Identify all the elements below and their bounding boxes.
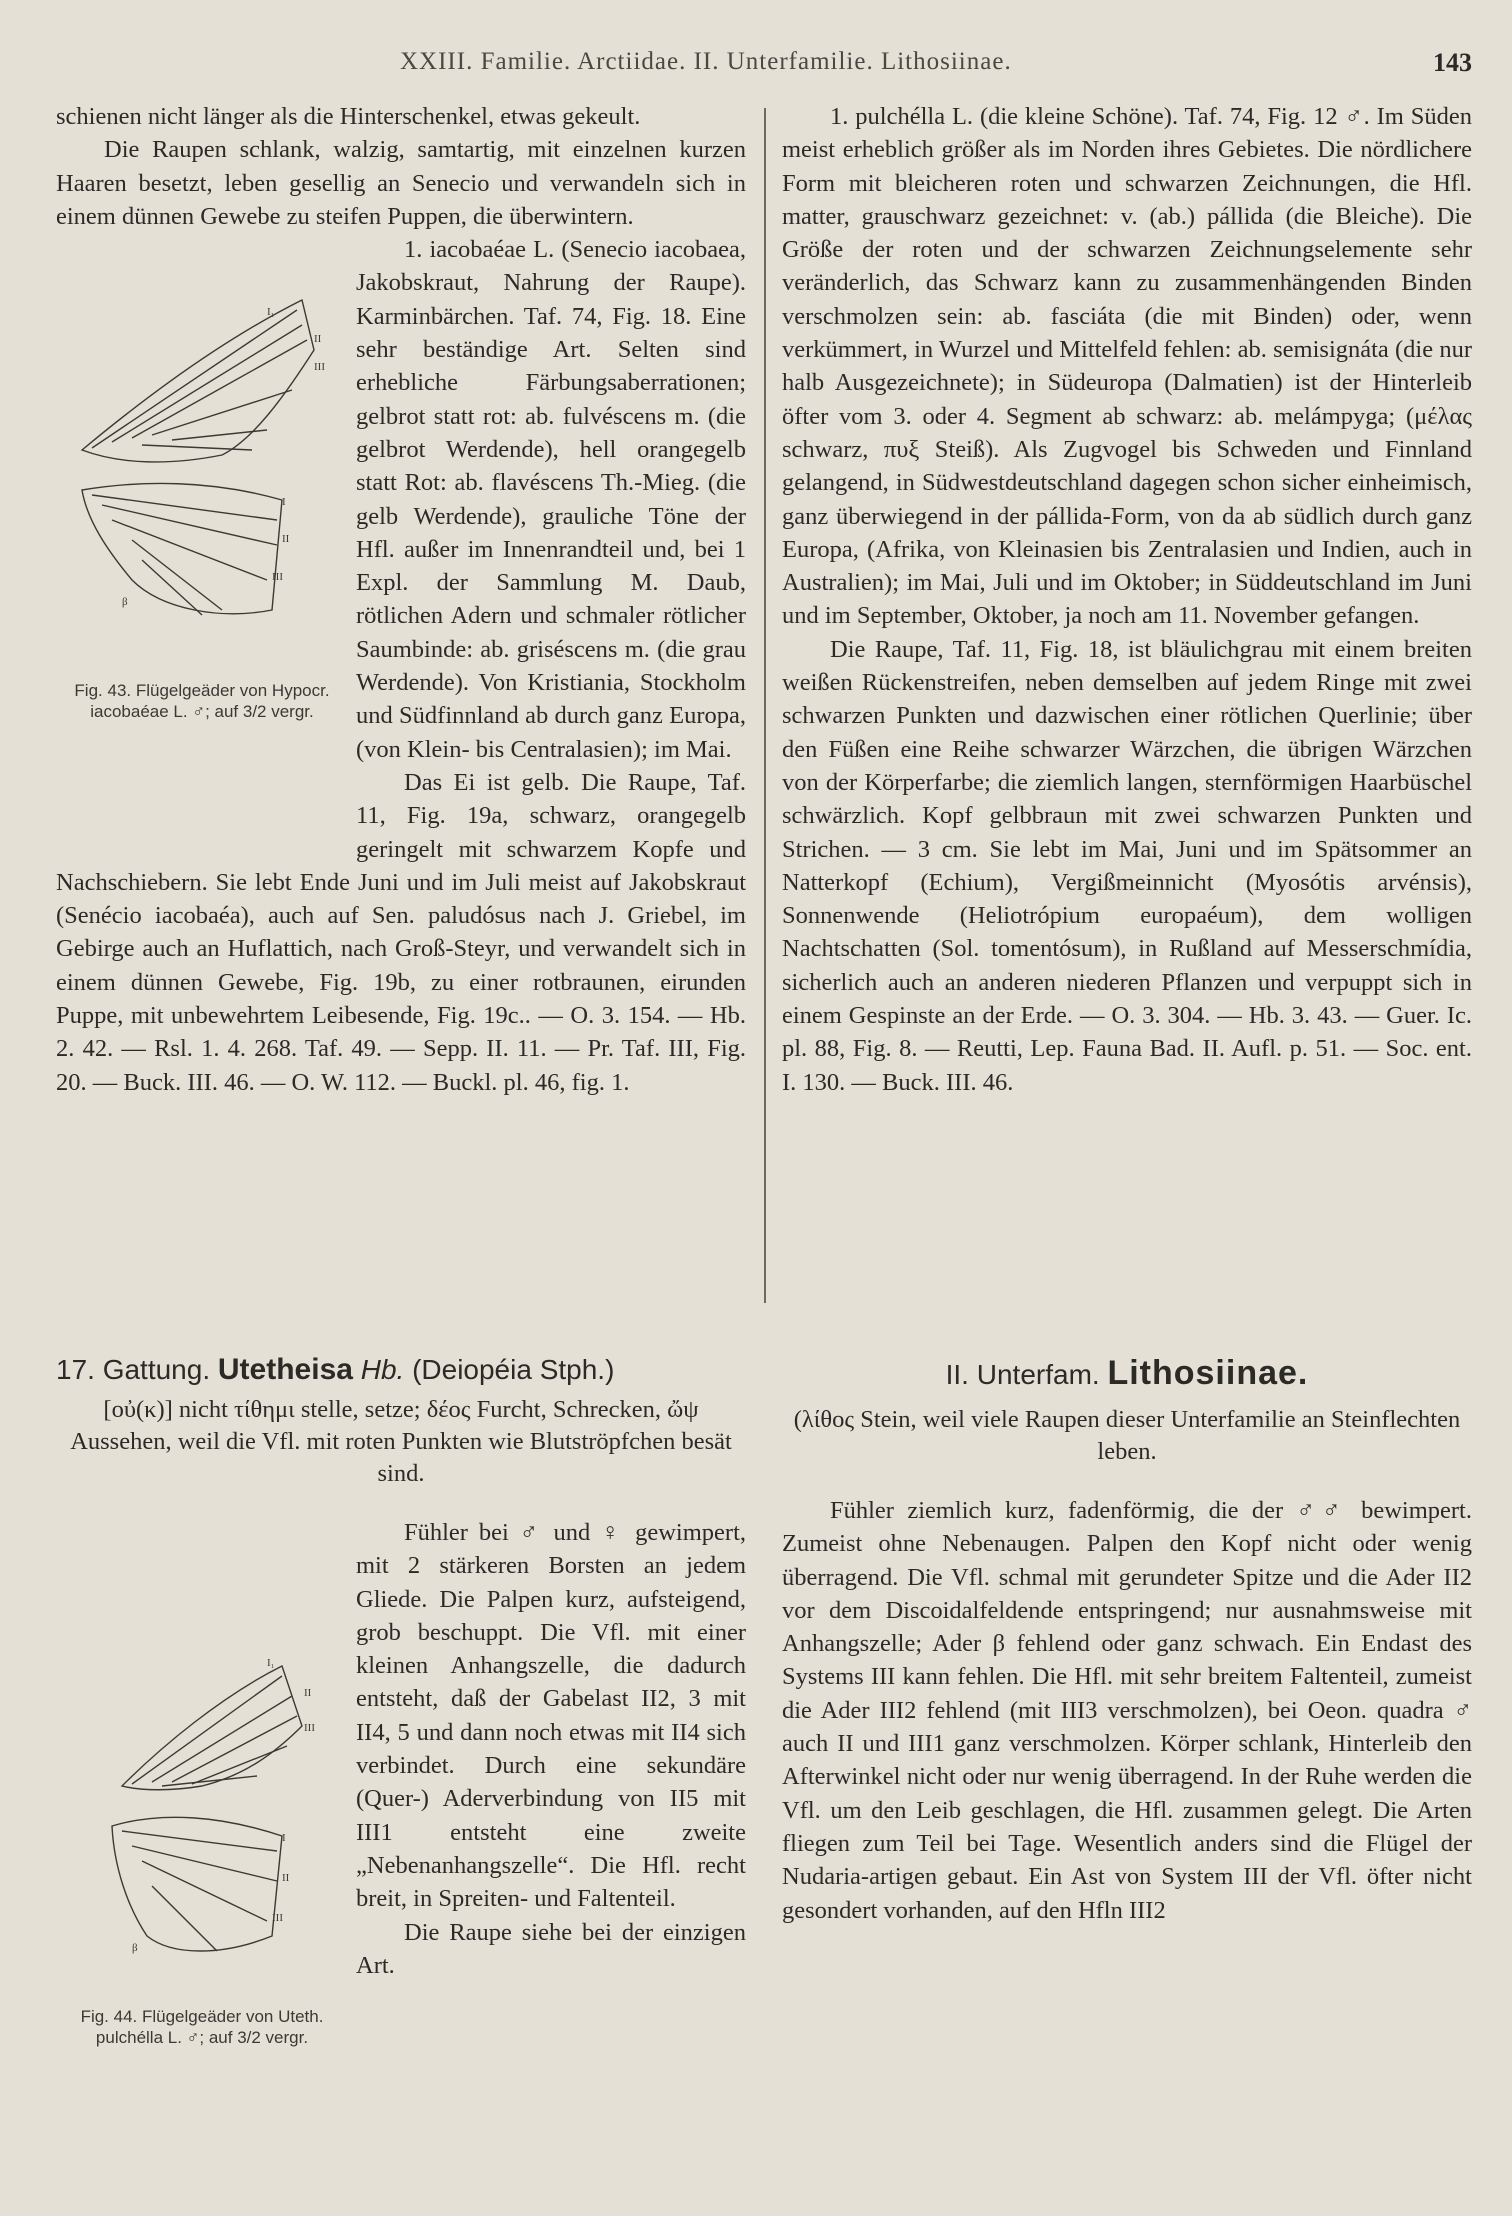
svg-text:β: β <box>122 596 128 608</box>
svg-text:III: III <box>272 571 283 583</box>
svg-text:I: I <box>282 496 286 508</box>
figure-spacer <box>56 1516 356 2061</box>
running-title: XXIII. Familie. Arctiidae. II. Unterfamilie. Lithosiinae. <box>400 48 1012 75</box>
genus-etymology: [οὐ(κ)] nicht τίθημι stelle, setze; δέος Furcht, Schrecken, ὤψ Aussehen, weil die Vfl. mit roten Punkten wie Blutströpfchen besät sind. <box>70 1396 732 1487</box>
svg-text:II: II <box>304 1687 312 1699</box>
svg-text:β: β <box>132 1942 138 1954</box>
svg-text:I₁: I₁ <box>267 306 275 318</box>
page-header <box>0 44 1512 84</box>
svg-text:III: III <box>314 361 325 373</box>
paragraph: schienen nicht länger als die Hinterschenkel, etwas gekeult. <box>56 103 641 130</box>
svg-text:II: II <box>282 533 290 545</box>
svg-text:I: I <box>282 1832 286 1844</box>
genus-author: Hb. <box>360 1354 405 1385</box>
paragraph: Das Ei ist gelb. Die Raupe, Taf. 11, Fig. 19a, schwarz, orangegelb geringelt mit schwarzem Kopfe und Nachschiebern. Sie lebt Ende Juni und im Juli meist auf Jakobskraut (Senécio iacobaéa), auch auf Sen. paludósus nach J. Griebel, im Gebirge auch an Huflattich, nach Groß-Steyr, und verwandelt sich in einem dünnen Gewebe, Fig. 19b, zu einer rotbraunen, eirunden Puppe, mit unbewehrtem Leibesende, Fig. 19c.. — O. 3. 154. — Hb. 2. 42. — Rsl. 1. 4. 268. Taf. 49. — Sepp. II. 11. — Pr. Taf. III, Fig. 20. — Buck. III. 46. — O. W. 112. — Buckl. pl. 46, fig. 1. <box>56 768 746 1096</box>
svg-text:III: III <box>304 1722 315 1734</box>
species-iacobaeae: 1. iacobaéae L. (Senecio iacobaea, Jakobskraut, Nahrung der Raupe). Karminbärchen. Taf. 74, Fig. 18. Eine sehr beständige Art. Selten sind erhebliche Färbungsaberrationen; gelbrot statt rot: ab. fulvéscens m. (die gelbrot Werdende), hell orangegelb statt Rot: ab. flavéscens Th.-Mieg. (die gelb Werdende), grauliche Töne der Hfl. außer im Innenrandteil und, bei 1 Expl. der Sammlung M. Daub, rötlichen Adern und schmaler rötlicher Saumbinde: ab. griséscens m. (die grau Werdende). Von Kristiania, Stockholm und Südfinnland ab durch ganz Europa, (von Klein- bis Centralasien); im Mai. <box>356 236 746 763</box>
figure-spacer <box>56 233 356 848</box>
figure-44-caption: Fig. 44. Flügelgeäder von Uteth. pulchélla L. ♂; auf 3/2 vergr. <box>80 2007 324 2047</box>
paragraph: Die Raupe, Taf. 11, Fig. 18, ist bläulichgrau mit einem breiten weißen Rückenstreifen, neben demselben auf jedem Ringe mit zwei schwarzen Punkten und dazwischen einer rötlichen Querlinie; über den Füßen eine Reihe schwarzer Wärzchen, die übrigen Wärzchen von der Körperfarbe; die ziemlich langen, sternförmigen Haarbüschel schwärzlich. Kopf gelbbraun mit zwei schwarzen Punkten und Strichen. — 3 cm. Sie lebt im Mai, Juni und im Spätsommer an Natterkopf (Echium), Vergißmeinnicht (Myosótis arvénsis), Sonnenwende (Heliotrópium europaéum), dem wolligen Nachtschatten (Sol. tomentósum), in Rußland auf Messerschmídia, sicherlich auch an anderen niederen Pflanzen und verpuppt sich in einem Gespinste an der Erde. — O. 3. 304. — Hb. 3. 43. — Guer. Ic. pl. 88, Fig. 8. — Reutti, Lep. Fauna Bad. II. Aufl. p. 51. — Soc. ent. I. 130. — Buck. III. 46. <box>782 635 1472 1096</box>
paragraph: Fühler ziemlich kurz, fadenförmig, die der ♂♂ bewimpert. Zumeist ohne Nebenaugen. Palpen den Kopf nicht oder wenig überragend. Die Vfl. schmal mit gerundeter Spitze und die Ader II2 vor dem Discoidalfeldende entspringend; nur ausnahmsweise mit Anhangszelle; Ader β fehlend oder ganz schwach. Ein Endast des Systems III kann fehlen. Die Hfl. mit sehr breitem Faltenteil, zumeist die Ader III2 fehlend (mit III3 verschmolzen), bei Oeon. quadra ♂ auch II und III1 ganz verschmolzen. Körper schlank, Hinterleib den Afterwinkel nicht oder nur wenig überragend. In der Ruhe werden die Vfl. um den Leib geschlagen, die Hfl. zusammen gelegt. Die Arten fliegen zum Teil bei Tage. Wesentlich anders sind die Flügel der Nudaria-artigen gebaut. Ein Ast von System III der Vfl. öfter nicht gesondert vorhanden, auf den Hfln III2 <box>782 1497 1472 1924</box>
subfamily-prefix: II. Unterfam. <box>945 1359 1100 1390</box>
paragraph: Fühler bei ♂ und ♀ gewimpert, mit 2 stärkeren Borsten an jedem Gliede. Die Palpen kurz, aufsteigend, grob beschuppt. Die Vfl. mit einer kleinen Anhangszelle, die dadurch entsteht, daß der Gabelast II2, 3 mit II4, 5 und dann noch etwas mit II4 sich verbindet. Durch eine sekundäre (Quer-) Aderverbindung von II5 mit III1 entsteht eine zweite „Nebenanhangszelle“. Die Hfl. recht breit, in Spreiten- und Faltenteil. <box>356 1519 746 1913</box>
page-number: 143 <box>1433 48 1472 77</box>
genus-name: Utetheisa <box>217 1353 353 1386</box>
subfamily-etymology: (λίθος Stein, weil viele Raupen dieser Unterfamilie an Steinflechten leben. <box>793 1406 1461 1465</box>
subfamily-name: Lithosiinae. <box>1107 1354 1309 1392</box>
column-divider <box>764 108 766 1303</box>
paragraph: Die Raupe siehe bei der einzigen Art. <box>356 1918 746 1979</box>
svg-text:II: II <box>282 1872 290 1884</box>
figure-43-caption: Fig. 43. Flügelgeäder von Hypocr. iacobaéae L. ♂; auf 3/2 vergr. <box>74 681 330 721</box>
genus-number: 17. Gattung. <box>56 1354 211 1385</box>
subfamily-heading <box>782 1352 1472 1396</box>
svg-text:I₁: I₁ <box>267 1657 275 1669</box>
right-column-top <box>782 100 1472 1099</box>
species-pulchella: 1. pulchélla L. (die kleine Schöne). Taf. 74, Fig. 12 ♂. Im Süden meist erheblich größer als im Norden ihres Gebietes. Die nördlichere Form mit bleicheren roten und schwarzen Zeichnungen, die Hfl. matter, grauschwarz gezeichnet: v. (ab.) pállida (die Bleiche). Die Größe der roten und der schwarzen Zeichnungselemente sehr veränderlich, das Schwarz kann zu zusammenhängenden Binden verschmolzen sein: ab. fasciáta (die mit Binden) oder, wenn verkümmert, in Wurzel und Mittelfeld fehlen: ab. semisignáta (die nur halb Ausgezeichnete); in Südeuropa (Dalmatien) ist der Hinterleib öfter vom 3. oder 4. Segment ab schwarz: ab. melámpyga; (μέλας schwarz, πυξ Steiß). Als Zugvogel bis Schweden und Finnland gelangend, in Südwestdeutschland dagegen schon sicher einheimisch, ganz überwiegend in der pállida-Form, von da ab südlich durch ganz Europa, (Afrika, von Kleinasien bis Zentralasien und Indien, auch in Australien); im Mai, Juli und im Oktober; in Süddeutschland im Juni und im September, Oktober, ja noch am 11. November gefangen. <box>782 103 1472 630</box>
genus-heading <box>56 1352 746 1388</box>
svg-text:III: III <box>272 1912 283 1924</box>
left-column-bottom <box>56 1352 746 2061</box>
paragraph: Die Raupen schlank, walzig, samtartig, mit einzelnen kurzen Haaren besetzt, leben gesellig an Senecio und verwandeln sich in einem dünnen Gewebe zu steifen Puppen, die überwintern. <box>56 136 746 230</box>
right-column-bottom <box>782 1352 1472 1927</box>
genus-synonym: (Deiopéia Stph.) <box>412 1354 615 1385</box>
svg-text:II: II <box>314 333 322 345</box>
left-column-top <box>56 100 746 1099</box>
